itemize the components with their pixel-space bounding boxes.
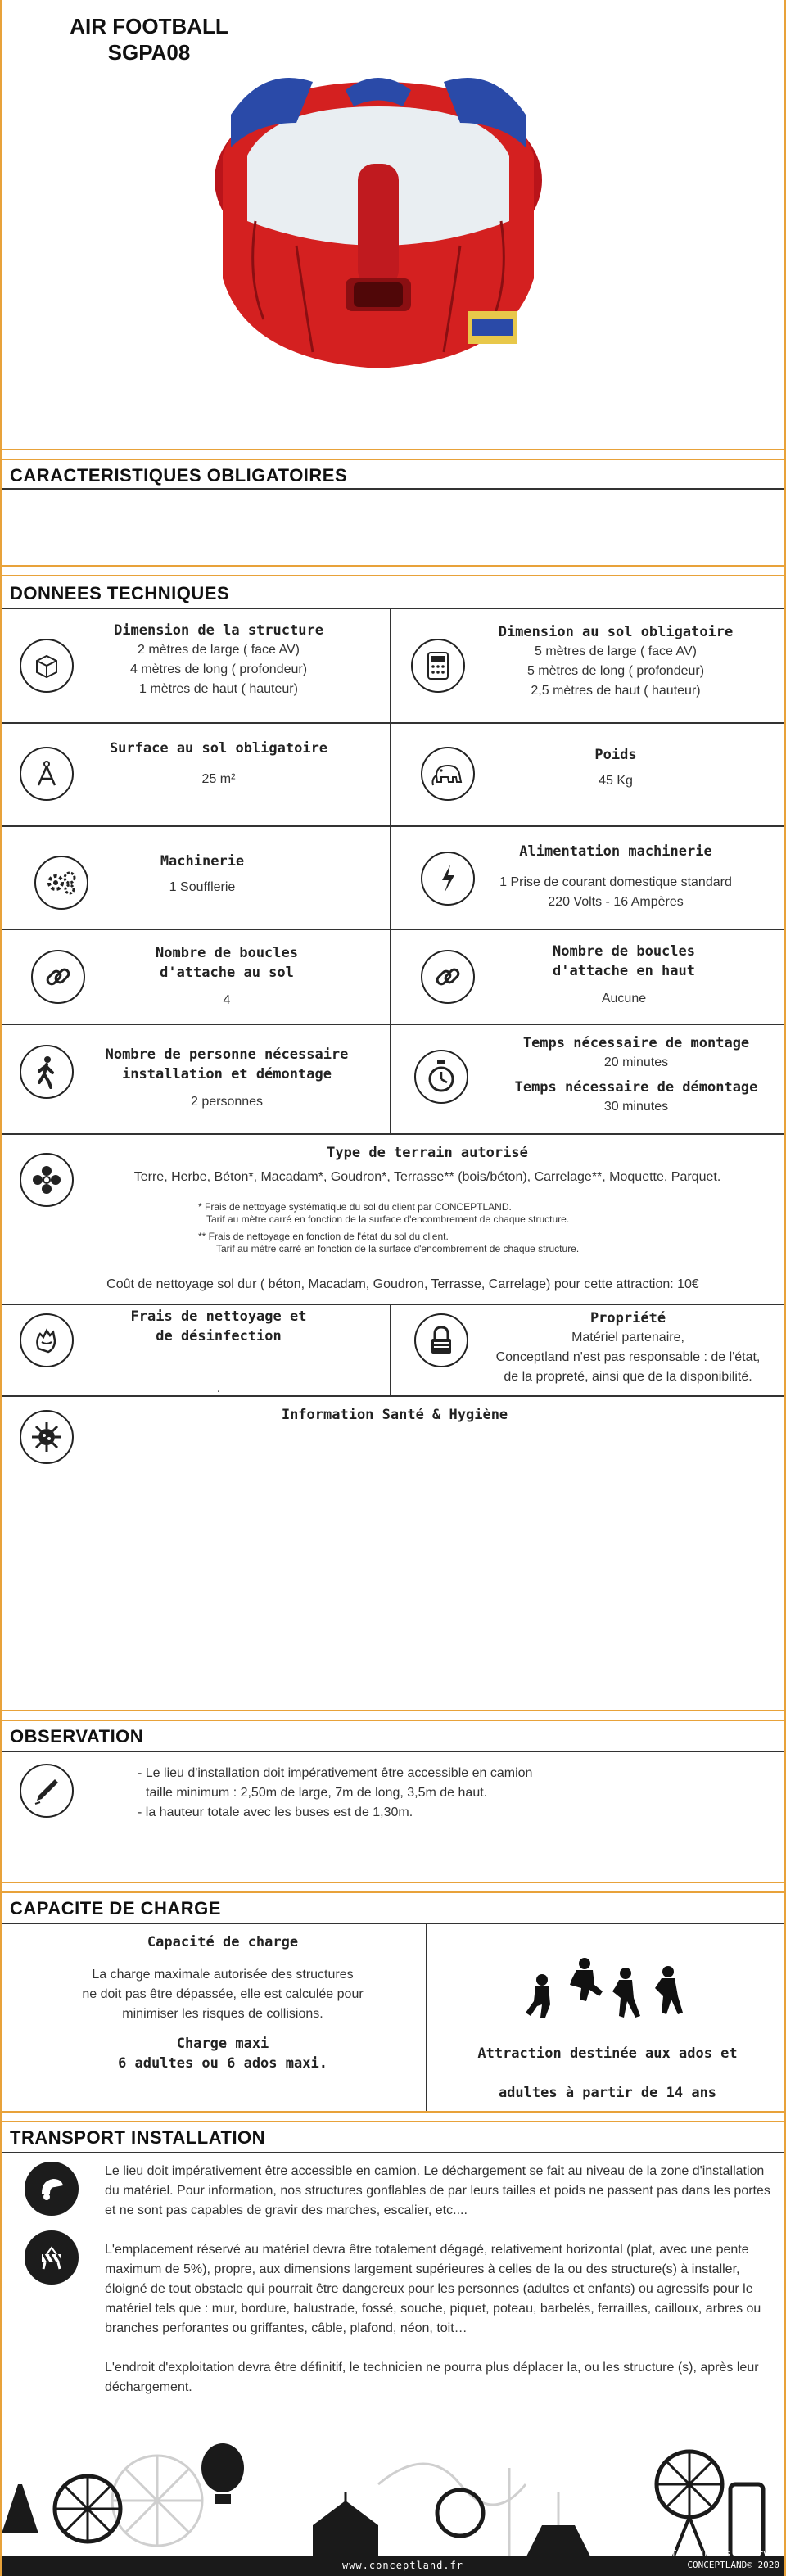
capacite-charge: Capacité de charge La charge maximale autorisée des structures ne doit pas être dépassée, elle est calculée pour minimiser les risques de collisions. Charge maxi 6 adultes ou 6 ados maxi. bbox=[82, 1934, 364, 2072]
propriete: Propriété Matériel partenaire, Conceptland n'est pas responsable : de l'état, de la propreté, ainsi que de la disponibilité. bbox=[495, 1310, 761, 1384]
product-image bbox=[198, 33, 558, 393]
elephant-weight-icon bbox=[421, 747, 475, 801]
walking-person-icon bbox=[20, 1045, 74, 1099]
section-title-observation: OBSERVATION bbox=[10, 1726, 144, 1747]
chain-link-icon bbox=[31, 950, 85, 1004]
observation-text: - Le lieu d'installation doit impérativement être accessible en camion taille minimum : 2,50m de large, 7m de long, 3,5m de haut. - la hauteur totale avec les buses est de 1,30m. bbox=[138, 1766, 533, 1819]
cube-dimension-icon bbox=[20, 639, 74, 693]
roadblock-icon bbox=[25, 2230, 79, 2285]
chain-link-icon-2 bbox=[421, 950, 475, 1004]
gears-icon bbox=[34, 856, 88, 910]
electric-bolt-icon bbox=[421, 852, 475, 906]
section-title-capacite: CAPACITE DE CHARGE bbox=[10, 1898, 221, 1918]
dimension-sol: Dimension au sol obligatoire 5 mètres de large ( face AV) 5 mètres de long ( profondeur) 2,5 mètres de haut ( hauteur) bbox=[498, 624, 734, 698]
kids-playing-icon bbox=[517, 1955, 698, 2021]
poids: Poids 45 Kg bbox=[594, 747, 637, 788]
frais-nettoyage: Frais de nettoyage et de désinfection . bbox=[130, 1308, 307, 1395]
section-title-transport: TRANSPORT INSTALLATION bbox=[10, 2127, 266, 2148]
dimension-structure: Dimension de la structure 2 mètres de large ( face AV) 4 mètres de long ( profondeur) 1 mètres de haut ( hauteur) bbox=[114, 622, 323, 696]
padlock-icon bbox=[414, 1313, 468, 1367]
cout-nettoyage: Coût de nettoyage sol dur ( béton, Macadam, Goudron, Terrasse, Carrelage) pour cette attraction: 10€ bbox=[106, 1277, 699, 1291]
calculator-icon bbox=[411, 639, 465, 693]
footer-rights: Tous droits réservés CONCEPTLAND© 2020 bbox=[671, 2548, 779, 2570]
product-name: AIR FOOTBALL bbox=[70, 14, 228, 38]
section-title-caracteristiques: CARACTERISTIQUES OBLIGATOIRES bbox=[10, 465, 348, 486]
alimentation: Alimentation machinerie 1 Prise de courant domestique standard 220 Volts - 16 Ampères bbox=[499, 843, 732, 909]
flower-terrain-icon bbox=[20, 1153, 74, 1207]
hands-cleaning-icon bbox=[20, 1313, 74, 1367]
boucles-haut: Nombre de boucles d'attache en haut Aucune bbox=[553, 943, 695, 1006]
product-code: SGPA08 bbox=[107, 40, 191, 65]
transport-text: Le lieu doit impérativement être accessible en camion. Le déchargement se fait au niveau de la zone d'installation du matériel. Pour information, nos structures gonflables de par leurs tailles et poids ne passent pas dans les portes et ne sont pas capables de gravir des marches, escalier, etc.... L'emplacement réservé au matériel devra être totalement dégagé, relativement horizontal (plat, avec une pente maximum de 5%), propre, aux dimensions largement supérieures à celles de la ou des structure(s) à installer, éloigné de tout obstacle qui pourrait être dangereux pour les personnes (adultes et enfants) ou agressifs pour le matériel tels que : mur, bordure, balustrade, fossé, souche, piquet, poteau, barbelés, ferrailles, cailloux, arbres ou branches perforantes ou griffantes, câble, plafond, néon, toit… L'endroit d'exploitation devra être définitif, le technicien ne pourra plus déplacer la, ou les structure (s), après leur déchargement. bbox=[105, 2164, 770, 2394]
terrain-notes: * Frais de nettoyage systématique du sol du client par CONCEPTLAND. Tarif au mètre carré en fonction de la surface d'encombrement de chaque structure. ** Frais de nettoyage en fonction de l'état du sol du client. Tarif au mètre carré en fonction de la surface d'encombrement de chaque structure. bbox=[198, 1201, 580, 1254]
section-title-donnees: DONNEES TECHNIQUES bbox=[10, 583, 230, 603]
stopwatch-icon bbox=[414, 1050, 468, 1104]
footer-website[interactable]: www.conceptland.fr bbox=[341, 2560, 464, 2571]
terrain: Type de terrain autorisé Terre, Herbe, Béton*, Macadam*, Goudron*, Terrasse** (bois/béton), Carrelage**, Moquette, Parquet. bbox=[133, 1145, 721, 1184]
surface-sol: Surface au sol obligatoire 25 m² bbox=[109, 740, 328, 786]
sante-hygiene-title: Information Santé & Hygiène bbox=[281, 1407, 508, 1423]
temps-montage: Temps nécessaire de montage 20 minutes Temps nécessaire de démontage 30 minutes bbox=[514, 1035, 758, 1114]
compass-icon bbox=[20, 747, 74, 801]
attraction-age: Attraction destinée aux ados et adultes à partir de 14 ans bbox=[477, 2045, 738, 2101]
truck-transport-icon bbox=[25, 2162, 79, 2216]
machinerie: Machinerie 1 Soufflerie bbox=[160, 853, 245, 894]
personnes: Nombre de personne nécessaire installation et démontage 2 personnes bbox=[105, 1046, 349, 1109]
pen-observation-icon bbox=[20, 1764, 74, 1818]
boucles-sol: Nombre de boucles d'attache au sol 4 bbox=[156, 945, 298, 1007]
